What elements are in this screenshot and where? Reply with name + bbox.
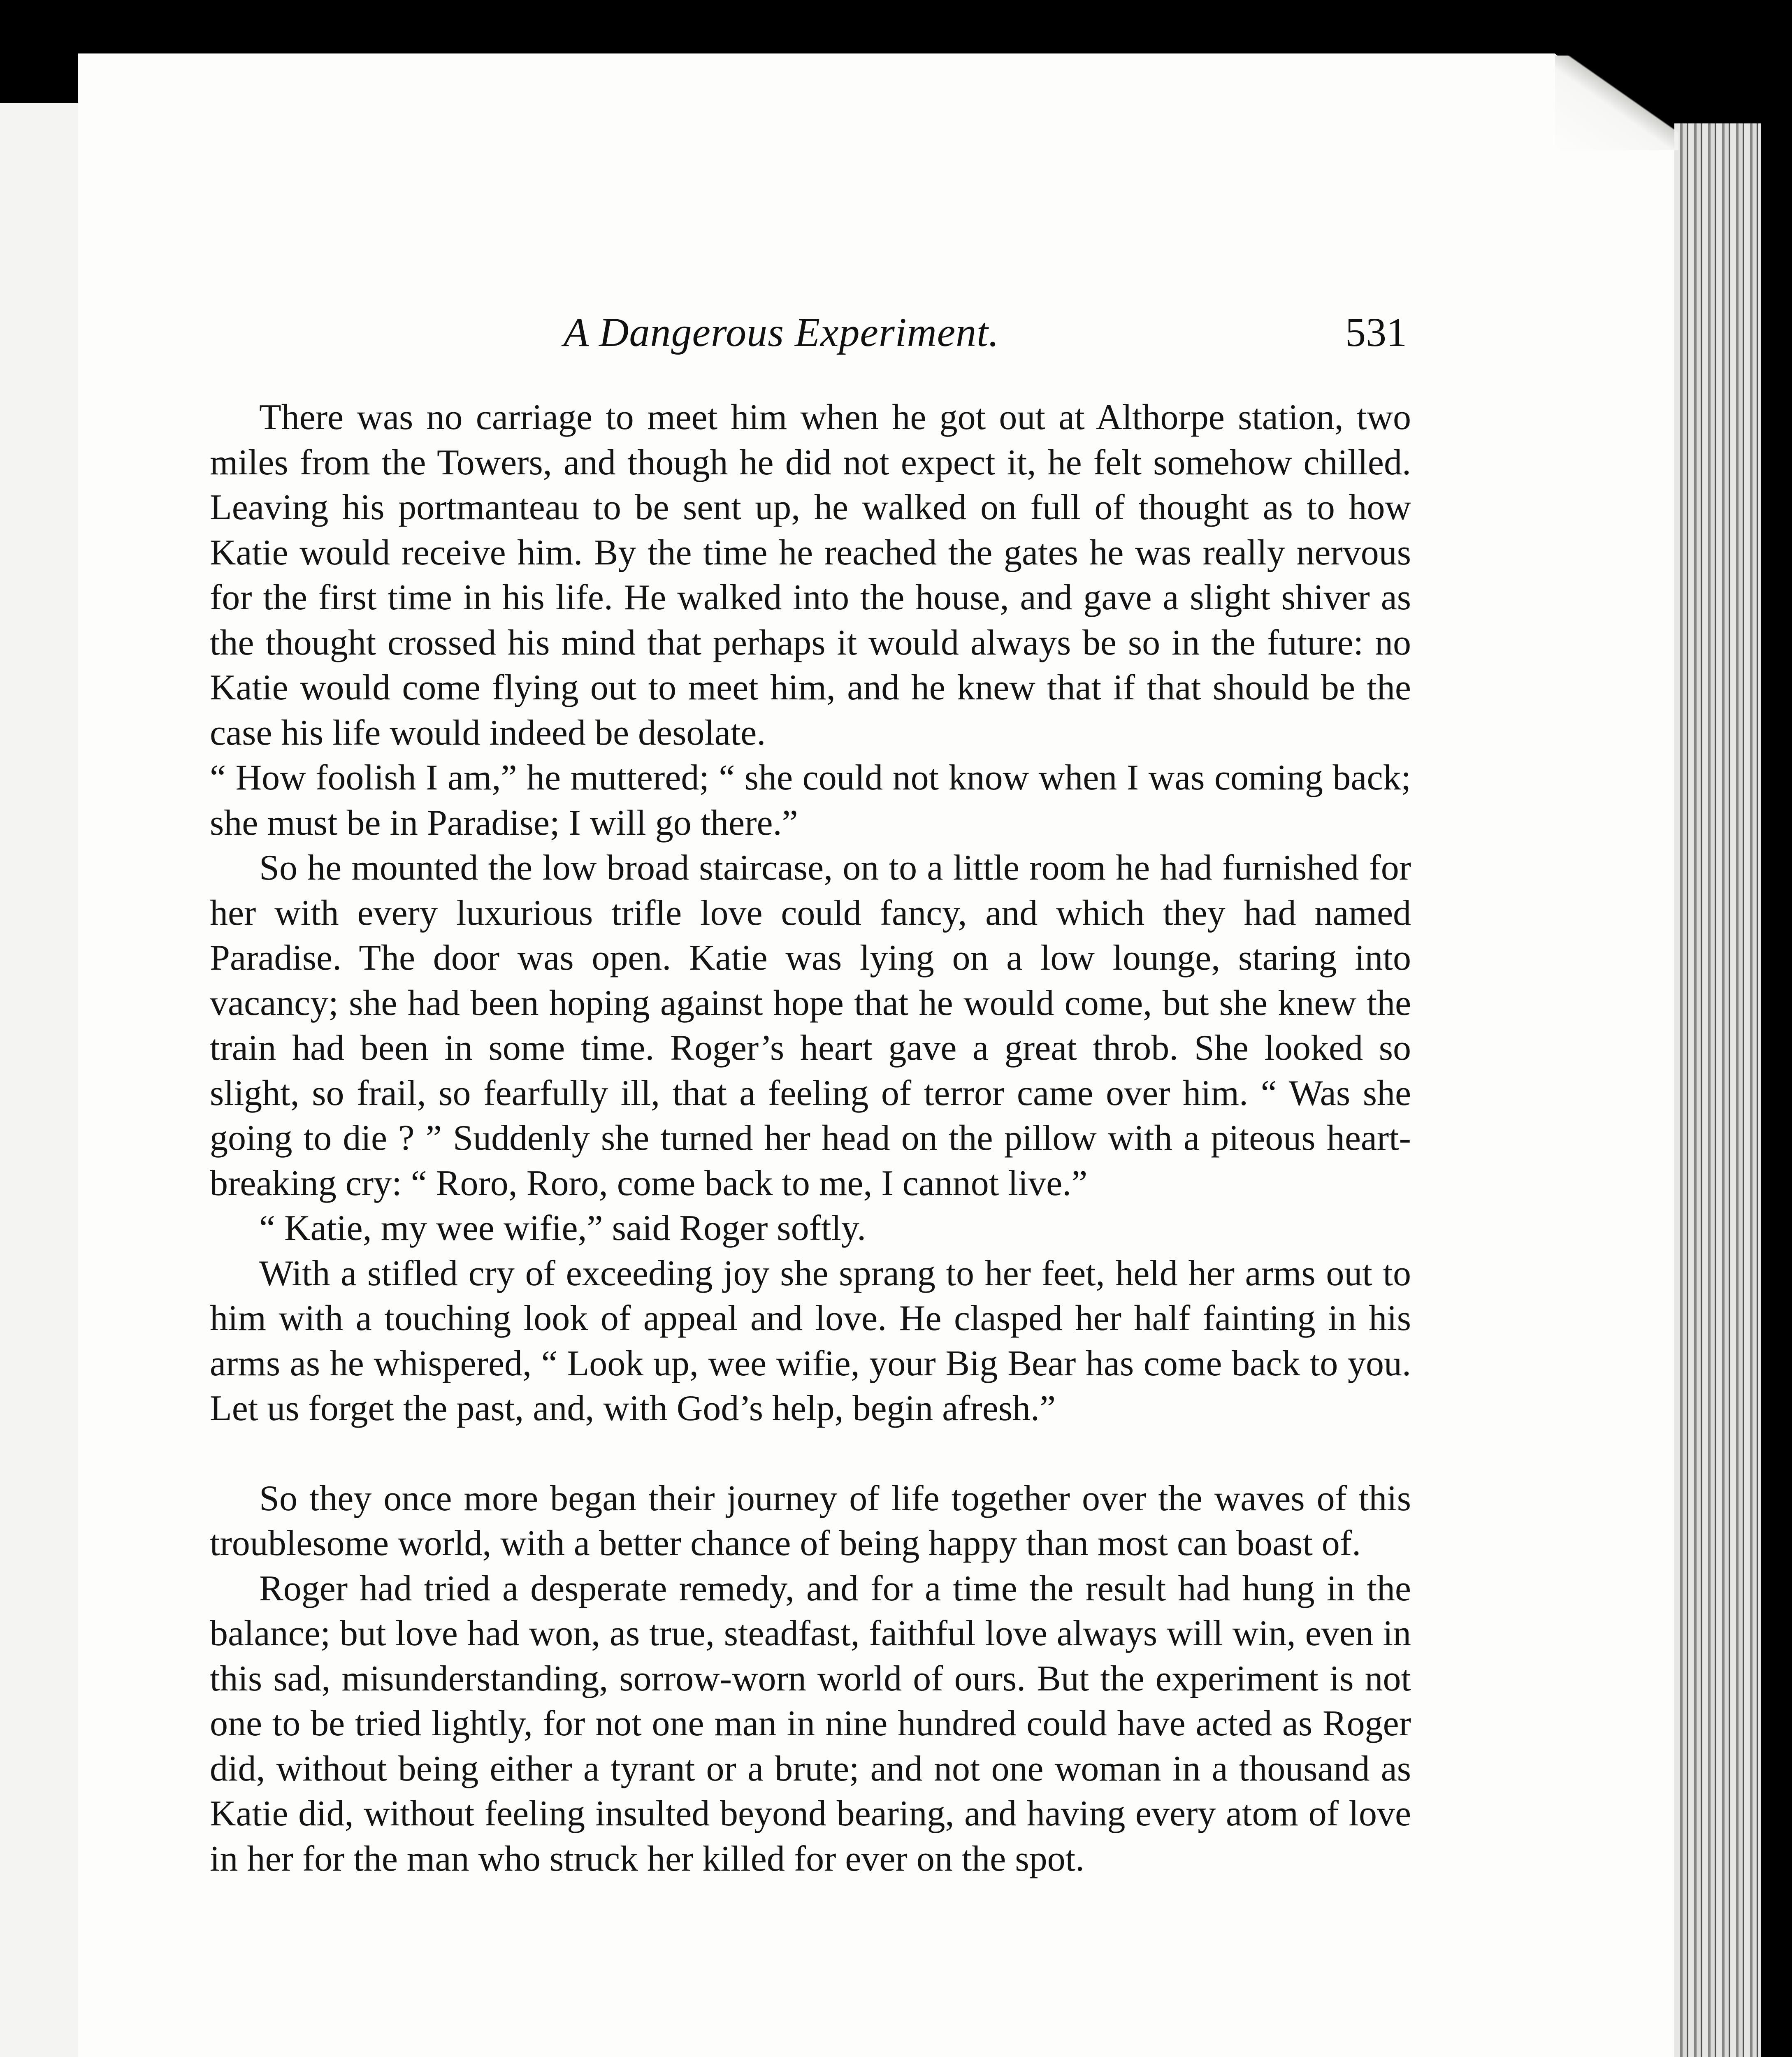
running-head-title: A Dangerous Experiment. bbox=[564, 309, 999, 355]
paragraph: There was no carriage to meet him when he got out at Althorpe station, two miles from the Towers, and though he did not expect it, he felt somehow chilled. Leaving his portmanteau to be sent up, he walked on full of thought as to how Katie would receive him. By the time he reached the gates he was really nervous for the first time in his life. He walked into the house, and gave a slight shiver as the thought crossed his mind that perhaps it would always be so in the future: no Katie would come flying out to meet him, and he knew that if that should be the case his life would indeed be desolate. bbox=[210, 397, 1411, 753]
page-number: 531 bbox=[1345, 309, 1407, 355]
page-stack-edge bbox=[1674, 123, 1761, 2057]
paragraph: “ Katie, my wee wifie,” said Roger softly. bbox=[259, 1208, 866, 1248]
paragraph: “ How foolish I am,” he muttered; “ she could not know when I was coming back; she must be in Paradise; I will go there.” bbox=[210, 758, 1411, 843]
paragraph: So they once more began their journey of life together over the waves of this troublesome world, with a better chance of being happy than most can boast of. bbox=[210, 1478, 1411, 1563]
paragraph: With a stifled cry of exceeding joy she sprang to her feet, held her arms out to him with a touching look of appeal and love. He clasped her half fainting in his arms as he whispered, “ Look up, wee wifie, your Big Bear has come back to you. Let us forget the past, and, with God’s help, begin afresh.” bbox=[210, 1253, 1411, 1428]
page-corner-curl bbox=[1555, 56, 1678, 150]
paragraph: So he mounted the low broad staircase, on to a little room he had furnished for her with every luxurious trifle love could fancy, and which they had named Paradise. The door was open. Katie was lying on a low lounge, staring into vacancy; she had been hoping against hope that he would come, but she knew the train had been in some time. Roger’s heart gave a great throb. She looked so slight, so frail, so fearfully ill, that a feeling of terror came over him. “ Was she going to die ? ” Suddenly she turned her head on the pillow with a piteous heart-breaking cry: “ Roro, Roro, come back to me, I cannot live.” bbox=[210, 848, 1411, 1203]
body-text bbox=[210, 395, 1411, 1881]
facing-page-edge bbox=[0, 103, 85, 2057]
paragraph: Roger had tried a desperate remedy, and for a time the result had hung in the balance; but love had won, as true, steadfast, faithful love always will win, even in this sad, misunderstanding, sorrow-worn world of ours. But the experiment is not one to be tried lightly, for not one man in nine hundred could have acted as Roger did, without being either a tyrant or a brute; and not one woman in a thousand as Katie did, without feeling insulted beyond bearing, and having every atom of love in her for the man who struck her killed for ever on the spot. bbox=[210, 1568, 1411, 1879]
